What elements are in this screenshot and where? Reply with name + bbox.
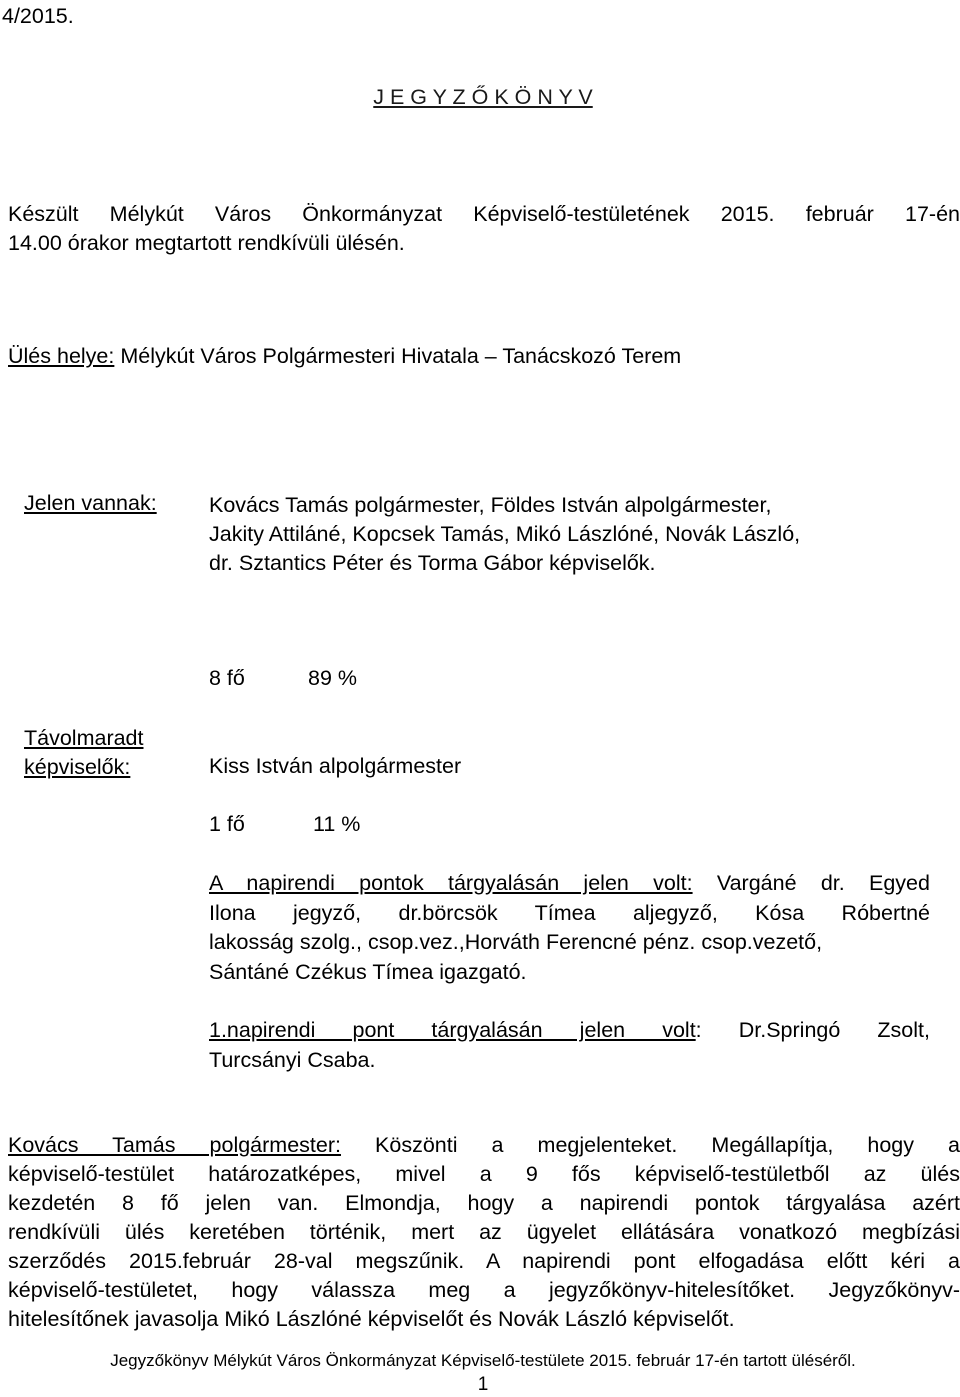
absent-count: 1 fő	[209, 812, 245, 836]
page-number: 1	[477, 1374, 489, 1395]
document-number: 4/2015.	[2, 4, 74, 28]
body-line-4: rendkívüli ülés keretében történik, mert az ügyelet ellátására vonatkozó megbízási	[8, 1220, 960, 1244]
agenda-line-1-rest: Vargáné dr. Egyed	[716, 871, 930, 895]
agenda-line-3: lakosság szolg., csop.vez.,Horváth Ferencné pénz. csop.vezető,	[209, 930, 823, 954]
venue	[8, 344, 681, 369]
footer-text: Jegyzőkönyv Mélykút Város Önkormányzat Képviselő-testülete 2015. február 17-én tartott üléséről.	[110, 1351, 856, 1370]
body-line-6: képviselő-testületet, hogy válassza meg a jegyzőkönyv-hitelesítőket. Jegyzőkönyv-	[8, 1278, 960, 1302]
present-line-1: Kovács Tamás polgármester, Földes István alpolgármester,	[209, 493, 772, 517]
venue-label: Ülés helye:	[8, 344, 115, 368]
agenda-line-1	[209, 869, 930, 899]
agenda-attendees	[209, 869, 930, 987]
agenda-line-2: Ilona jegyző, dr.börcsök Tímea aljegyző, Kósa Róbertné	[209, 900, 930, 925]
item1-line-1-rest: : Dr.Springó Zsolt,	[695, 1018, 930, 1042]
body-line-1-rest: Köszönti a megjelenteket. Megállapítja, hogy a	[340, 1133, 960, 1157]
body-line-3: kezdetén 8 fő jelen van. Elmondja, hogy a napirendi pontok tárgyalása azért	[8, 1191, 960, 1215]
intro-line-2: 14.00 órakor megtartott rendkívüli ülésén.	[8, 231, 405, 255]
present-count: 8 fő	[209, 666, 245, 690]
item1-label: 1.napirendi pont tárgyalásán jelen volt	[209, 1018, 696, 1042]
intro-line-1: Készült Mélykút Város Önkormányzat Képviselő-testületének 2015. február 17-én	[8, 202, 960, 226]
absent-names: Kiss István alpolgármester	[209, 754, 462, 778]
absent-label	[24, 724, 144, 782]
present-line-2: Jakity Attiláné, Kopcsek Tamás, Mikó Lászlóné, Novák László,	[209, 522, 801, 546]
agenda-label: A napirendi pontok tárgyalásán jelen volt:	[209, 871, 693, 895]
absent-label-line-1: Távolmaradt	[24, 726, 144, 750]
item1-line-1	[209, 1016, 930, 1046]
speaker-label: Kovács Tamás polgármester:	[8, 1133, 341, 1157]
body-line-2: képviselő-testület határozatképes, mivel a 9 fős képviselő-testületből az ülés	[8, 1162, 960, 1186]
body-line-7: hitelesítőnek javasolja Mikó Lászlóné képviselőt és Novák László képviselőt.	[8, 1307, 735, 1331]
agenda-line-4: Sántáné Czékus Tímea igazgató.	[209, 959, 527, 984]
present-percent: 89 %	[308, 666, 358, 690]
document-title: J E G Y Z Ő K Ö N Y V	[373, 85, 593, 109]
absent-label-line-2: képviselők:	[24, 755, 131, 779]
venue-value: Mélykút Város Polgármesteri Hivatala – Tanácskozó Terem	[120, 344, 682, 368]
body-line-1	[8, 1131, 960, 1160]
present-list	[209, 491, 929, 578]
body-line-5: szerződés 2015.február 28-val megszűnik. A napirendi pont elfogadása előtt kéri a	[8, 1249, 960, 1273]
item1-attendees	[209, 1016, 930, 1075]
present-label: Jelen vannak:	[24, 491, 157, 515]
item1-line-2: Turcsányi Csaba.	[209, 1047, 376, 1072]
present-line-3: dr. Sztantics Péter és Torma Gábor képviselők.	[209, 551, 656, 575]
absent-percent: 11 %	[313, 812, 361, 836]
